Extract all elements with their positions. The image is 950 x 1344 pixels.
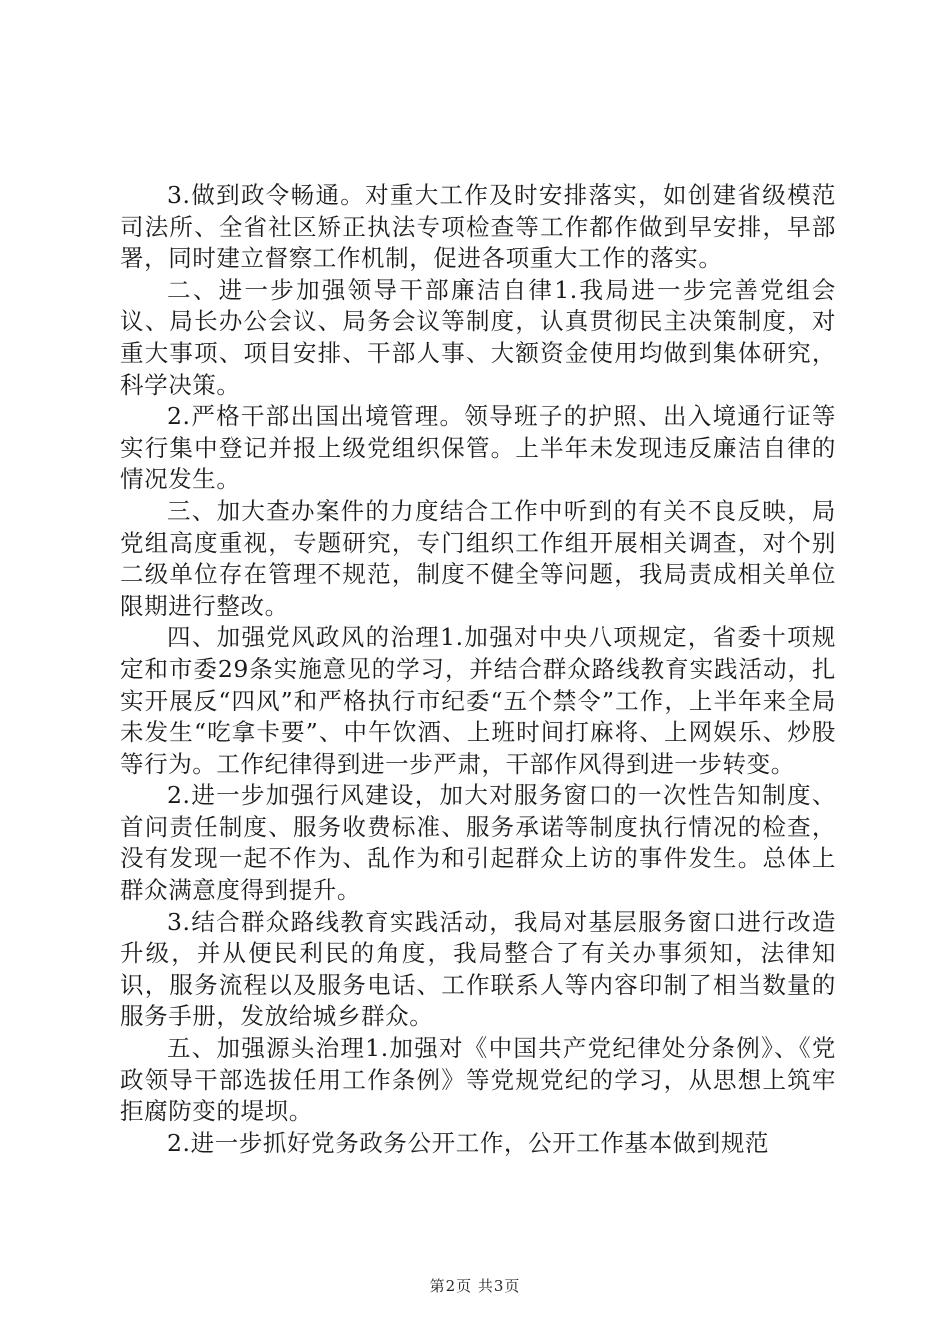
paragraph-2: 二、进一步加强领导干部廉洁自律1.我局进一步完善党组会议、局长办公会议、局务会议等制度，认真贯彻民主决策制度，对重大事项、项目安排、干部人事、大额资金使用均做到集体研究，科学决策。 xyxy=(120,275,836,399)
paragraph-7: 3.结合群众路线教育实践活动，我局对基层服务窗口进行改造升级，并从便民利民的角度，我局整合了有关办事须知，法律知识，服务流程以及服务电话、工作联系人等内容印制了相当数量的服务手册，发放给城乡群众。 xyxy=(120,907,836,1031)
paragraph-3: 2.严格干部出国出境管理。领导班子的护照、出入境通行证等实行集中登记并报上级党组织保管。上半年未发现违反廉洁自律的情况发生。 xyxy=(120,402,836,494)
paragraph-9: 2.进一步抓好党务政务公开工作，公开工作基本做到规范 xyxy=(167,1128,770,1157)
document-body xyxy=(120,180,836,1159)
paragraph-8: 五、加强源头治理1.加强对《中国共产党纪律处分条例》、《党政领导干部选拔任用工作条例》等党规党纪的学习，从思想上筑牢拒腐防变的堤坝。 xyxy=(120,1034,836,1126)
paragraph-5: 四、加强党风政风的治理1.加强对中央八项规定，省委十项规定和市委29条实施意见的学习，并结合群众路线教育实践活动，扎实开展反“四风”和严格执行市纪委“五个禁令”工作，上半年来全局未发生“吃拿卡要”、中午饮酒、上班时间打麻将、上网娱乐、炒股等行为。工作纪律得到进一步严肃，干部作风得到进一步转变。 xyxy=(120,623,836,778)
paragraph-1: 3.做到政令畅通。对重大工作及时安排落实，如创建省级模范司法所、全省社区矫正执法专项检查等工作都作做到早安排，早部署，同时建立督察工作机制，促进各项重大工作的落实。 xyxy=(120,181,836,273)
page-footer: 第2页 共3页 xyxy=(429,1277,521,1295)
paragraph-6: 2.进一步加强行风建设，加大对服务窗口的一次性告知制度、首问责任制度、服务收费标准、服务承诺等制度执行情况的检查，没有发现一起不作为、乱作为和引起群众上访的事件发生。总体上群众满意度得到提升。 xyxy=(120,781,836,905)
paragraph-4: 三、加大查办案件的力度结合工作中听到的有关不良反映，局党组高度重视，专题研究，专门组织工作组开展相关调查，对个别二级单位存在管理不规范，制度不健全等问题，我局责成相关单位限期进行整改。 xyxy=(120,496,836,620)
